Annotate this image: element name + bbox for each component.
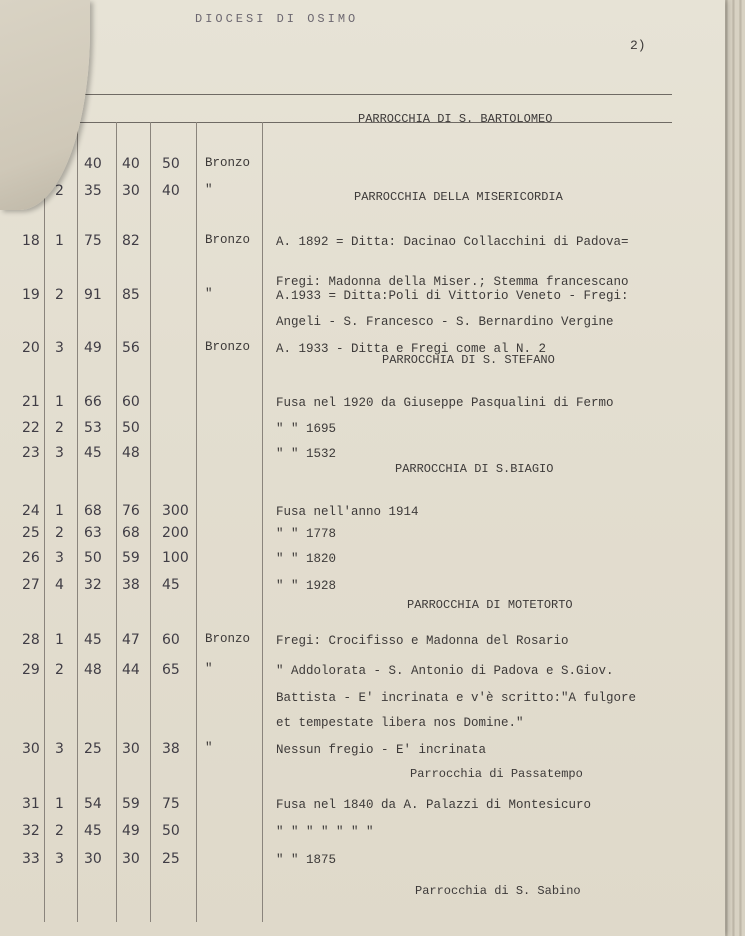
row-number: 23 [22,445,40,461]
bell-notes: Angeli - S. Francesco - S. Bernardino Vergine [276,315,614,329]
bell-notes: " " 1532 [276,447,337,461]
diameter-value: 45 [84,632,102,648]
diocese-header: DIOCESI DI OSIMO [195,12,359,26]
diameter-value: 35 [84,183,102,199]
row-number: 20 [22,340,40,356]
header-rule [40,94,672,95]
height-value: 50 [122,420,140,436]
row-number: 18 [22,233,40,249]
diameter-value: 75 [84,233,102,249]
diameter-value: 30 [84,851,102,867]
bell-index: 4 [55,577,64,593]
diameter-value: 40 [84,156,102,172]
page-number: 2) [630,38,646,53]
diameter-value: 25 [84,741,102,757]
bell-notes: Fusa nel 1920 da Giuseppe Pasqualini di Fermo [276,396,614,410]
bell-notes: Fregi: Crocifisso e Madonna del Rosario [276,634,569,648]
parish-heading: Parrocchia di S. Sabino [415,884,581,898]
bell-notes: " " " " " " " [276,825,374,839]
row-number: 30 [22,741,40,757]
bell-index: 1 [55,233,64,249]
bell-index: 2 [55,823,64,839]
height-value: 60 [122,394,140,410]
diameter-value: 66 [84,394,102,410]
metal-type: " [205,183,213,197]
bell-index: 2 [55,525,64,541]
height-value: 85 [122,287,140,303]
row-number: 32 [22,823,40,839]
height-value: 47 [122,632,140,648]
bell-index: 3 [55,741,64,757]
weight-value: 40 [162,183,180,199]
height-value: 30 [122,851,140,867]
bell-notes: " " 1695 [276,422,337,436]
bell-notes: " " 1820 [276,552,337,566]
metal-type: Bronzo [205,156,251,170]
height-value: 49 [122,823,140,839]
height-value: 82 [122,233,140,249]
bell-index: 3 [55,340,64,356]
metal-type: Bronzo [205,632,251,646]
bell-notes: " " 1778 [276,527,337,541]
column-line [44,122,45,922]
metal-type: Bronzo [205,233,251,247]
bell-index: 1 [55,394,64,410]
weight-value: 300 [162,503,189,519]
height-value: 38 [122,577,140,593]
row-number: 22 [22,420,40,436]
row-number: 27 [22,577,40,593]
parish-heading: PARROCCHIA DELLA MISERICORDIA [354,190,563,204]
parish-heading: Parrocchia di Passatempo [410,767,583,781]
bell-notes: A.1933 = Ditta:Poli di Vittorio Veneto - Fregi: [276,289,629,303]
metal-type: " [205,287,213,301]
bell-notes: Fusa nell'anno 1914 [276,505,419,519]
weight-value: 25 [162,851,180,867]
weight-value: 60 [162,632,180,648]
column-line [150,122,151,922]
metal-type: Bronzo [205,340,251,354]
bell-index: 3 [55,445,64,461]
row-number: 19 [22,287,40,303]
bell-notes: " " 1875 [276,853,337,867]
row-number: 28 [22,632,40,648]
diameter-value: 53 [84,420,102,436]
bell-notes: A. 1892 = Ditta: Dacinao Collacchini di Padova= [276,235,629,249]
column-line [196,122,197,922]
row-number: 29 [22,662,40,678]
bell-index: 3 [55,851,64,867]
parish-heading: PARROCCHIA DI S.BIAGIO [395,462,554,476]
diameter-value: 45 [84,445,102,461]
bell-index: 1 [55,796,64,812]
diameter-value: 45 [84,823,102,839]
diameter-value: 68 [84,503,102,519]
row-number: 26 [22,550,40,566]
bell-index: 1 [55,503,64,519]
weight-value: 50 [162,156,180,172]
height-value: 40 [122,156,140,172]
bell-index: 1 [55,632,64,648]
height-value: 44 [122,662,140,678]
height-value: 30 [122,183,140,199]
bell-index: 2 [55,662,64,678]
bell-notes: A. 1933 - Ditta e Fregi come al N. 2 [276,342,547,356]
diameter-value: 63 [84,525,102,541]
bell-notes: et tempestate libera nos Domine." [276,716,524,730]
bell-notes: Fusa nel 1840 da A. Palazzi di Montesicuro [276,798,592,812]
weight-value: 50 [162,823,180,839]
bell-index: 2 [55,183,64,199]
row-number: 33 [22,851,40,867]
metal-type: " [205,741,213,755]
top-table-rule [40,122,672,123]
diameter-value: 48 [84,662,102,678]
bell-notes: Nessun fregio - E' incrinata [276,743,487,757]
bell-notes: " " 1928 [276,579,337,593]
bell-notes: Fregi: Madonna della Miser.; Stemma francescano [276,275,629,289]
diameter-value: 50 [84,550,102,566]
height-value: 56 [122,340,140,356]
height-value: 48 [122,445,140,461]
column-line [77,122,78,922]
row-number: 25 [22,525,40,541]
bell-index: 3 [55,550,64,566]
height-value: 76 [122,503,140,519]
bell-index: 2 [55,287,64,303]
parish-heading: PARROCCHIA DI MOTETORTO [407,598,573,612]
weight-value: 75 [162,796,180,812]
column-line [116,122,117,922]
diameter-value: 32 [84,577,102,593]
parish-heading: PARROCCHIA DI S. STEFANO [382,353,555,367]
height-value: 59 [122,796,140,812]
weight-value: 45 [162,577,180,593]
weight-value: 38 [162,741,180,757]
diameter-value: 54 [84,796,102,812]
row-number: 31 [22,796,40,812]
bell-notes: " Addolorata - S. Antonio di Padova e S.Giov. [276,664,614,678]
height-value: 59 [122,550,140,566]
weight-value: 65 [162,662,180,678]
parish-heading: PARROCCHIA DI S. BARTOLOMEO [358,112,553,126]
height-value: 68 [122,525,140,541]
diameter-value: 91 [84,287,102,303]
row-number: 21 [22,394,40,410]
row-number: 24 [22,503,40,519]
column-line [262,122,263,922]
weight-value: 100 [162,550,189,566]
bell-index: 2 [55,420,64,436]
bell-notes: Battista - E' incrinata e v'è scritto:"A fulgore [276,691,637,705]
weight-value: 200 [162,525,189,541]
height-value: 30 [122,741,140,757]
diameter-value: 49 [84,340,102,356]
metal-type: " [205,662,213,676]
